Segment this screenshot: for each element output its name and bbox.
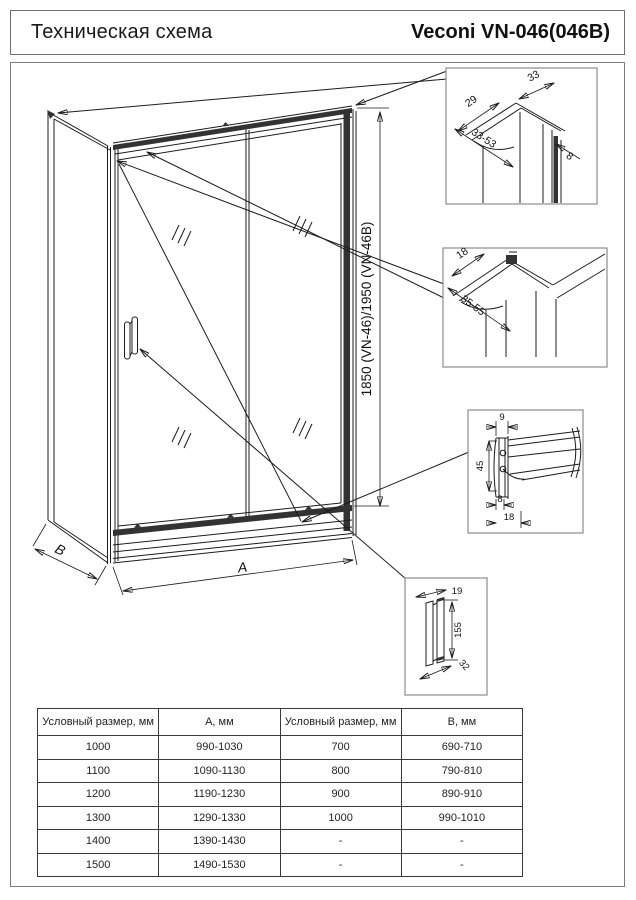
table-cell: 690-710 <box>401 736 522 760</box>
dim-label-8-rail: 8 <box>497 494 503 505</box>
front-frame <box>108 106 357 564</box>
size-table <box>37 708 523 877</box>
detail-inset-wall-profile-top <box>446 68 597 204</box>
table-cell: 900 <box>280 783 401 807</box>
size-table-header <box>38 709 523 736</box>
col-header-nominal-b: Условный размер, мм <box>280 709 401 736</box>
table-row <box>38 783 523 807</box>
table-cell: - <box>401 853 522 877</box>
page-title: Техническая схема <box>31 21 213 43</box>
table-cell: - <box>280 830 401 854</box>
width-dimension-label: A <box>236 558 249 576</box>
dim-label-32: 32 <box>456 657 472 673</box>
table-cell: 990-1010 <box>401 806 522 830</box>
table-cell: 1200 <box>38 783 159 807</box>
dim-label-35-55: 35-55 <box>458 292 488 319</box>
table-cell: - <box>280 853 401 877</box>
depth-dimension <box>33 524 106 585</box>
table-row <box>38 759 523 783</box>
table-cell: 700 <box>280 736 401 760</box>
table-cell: 1290-1330 <box>159 806 280 830</box>
dim-label-18-rail: 18 <box>503 512 515 523</box>
height-dimension-label: 1850 (VN-46)/1950 (VN-46B) <box>359 221 374 397</box>
table-cell: 990-1030 <box>159 736 280 760</box>
size-table-body <box>38 736 523 877</box>
table-cell: 800 <box>280 759 401 783</box>
table-cell: 790-810 <box>401 759 522 783</box>
table-cell: 1490-1530 <box>159 853 280 877</box>
table-row <box>38 736 523 760</box>
depth-dimension-label: B <box>52 540 69 559</box>
table-row <box>38 853 523 877</box>
table-cell: 1090-1130 <box>159 759 280 783</box>
side-panel <box>47 110 110 563</box>
detail-inset-wall-profile-adjust <box>443 245 607 367</box>
model-number: Veconi VN-046(046B) <box>411 21 610 43</box>
col-header-nominal-a: Условный размер, мм <box>38 709 159 736</box>
glass-reflection-marks <box>172 216 312 448</box>
table-row <box>38 806 523 830</box>
table-cell: 890-910 <box>401 783 522 807</box>
table-cell: 1500 <box>38 853 159 877</box>
dim-label-45: 45 <box>475 460 486 472</box>
table-cell: 1300 <box>38 806 159 830</box>
dim-label-9: 9 <box>499 412 505 423</box>
dim-label-33-53: 33-53 <box>469 126 499 151</box>
detail-inset-handle <box>405 578 487 695</box>
door-handle <box>125 317 138 359</box>
col-header-b-mm: В, мм <box>401 709 522 736</box>
dim-label-8-top: 8 <box>563 149 576 164</box>
table-cell: 1000 <box>38 736 159 760</box>
dim-label-155: 155 <box>453 622 464 638</box>
table-cell: 1000 <box>280 806 401 830</box>
table-cell: 1190-1230 <box>159 783 280 807</box>
height-dimension <box>354 108 389 506</box>
table-cell: 1400 <box>38 830 159 854</box>
table-cell: - <box>401 830 522 854</box>
detail-inset-rail-profile <box>468 410 583 533</box>
dim-label-29: 29 <box>463 93 480 110</box>
dim-label-33: 33 <box>525 68 542 85</box>
table-cell: 1100 <box>38 759 159 783</box>
dim-label-19: 19 <box>451 586 463 597</box>
col-header-a-mm: А, мм <box>159 709 280 736</box>
dim-label-18: 18 <box>454 245 471 262</box>
table-row <box>38 830 523 854</box>
table-cell: 1390-1430 <box>159 830 280 854</box>
